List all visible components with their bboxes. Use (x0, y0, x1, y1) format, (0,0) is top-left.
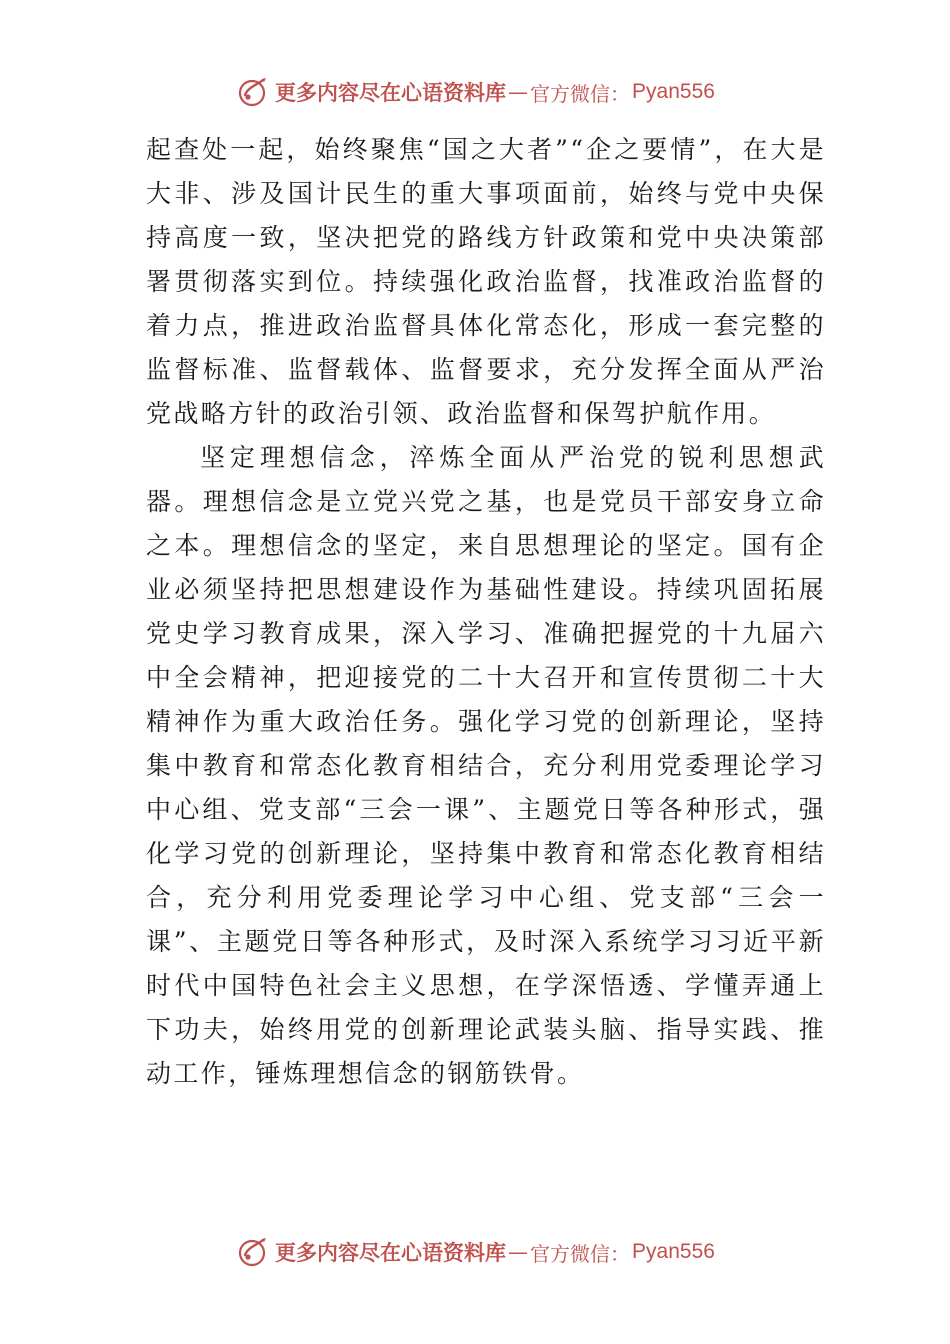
site-name: 更多内容尽在心语资料库 (275, 1240, 507, 1265)
logo-icon (235, 1235, 269, 1269)
logo-icon (235, 75, 269, 109)
header-banner (0, 72, 950, 112)
separator: — (508, 1240, 529, 1264)
footer-banner (0, 1232, 950, 1272)
wechat-account: Pyan556 (632, 80, 715, 103)
separator: — (508, 80, 529, 104)
site-name: 更多内容尽在心语资料库 (275, 80, 507, 105)
wechat-account: Pyan556 (632, 1240, 715, 1263)
paragraph-1: 起查处一起，始终聚焦“国之大者”“企之要情”，在大是大非、涉及国计民生的重大事项面前，始终与党中央保持高度一致，坚决把党的路线方针政策和党中央决策部署贯彻落实到位。持续强化政治监督，找准政治监督的着力点，推进政治监督具体化常态化，形成一套完整的监督标准、监督载体、监督要求，充分发挥全面从严治党战略方针的政治引领、政治监督和保驾护航作用。 (146, 135, 826, 428)
wechat-label: 官方微信： (530, 81, 631, 106)
document-body (146, 128, 826, 1096)
paragraph-2: 坚定理想信念，淬炼全面从严治党的锐利思想武器。理想信念是立党兴党之基，也是党员干部安身立命之本。理想信念的坚定，来自思想理论的坚定。国有企业必须坚持把思想建设作为基础性建设。持续巩固拓展党史学习教育成果，深入学习、准确把握党的十九届六中全会精神，把迎接党的二十大召开和宣传贯彻二十大精神作为重大政治任务。强化学习党的创新理论，坚持集中教育和常态化教育相结合，充分利用党委理论学习中心组、党支部“三会一课”、主题党日等各种形式，强化学习党的创新理论，坚持集中教育和常态化教育相结合，充分利用党委理论学习中心组、党支部“三会一课”、主题党日等各种形式，及时深入系统学习习近平新时代中国特色社会主义思想，在学深悟透、学懂弄通上下功夫，始终用党的创新理论武装头脑、指导实践、推动工作，锤炼理想信念的钢筋铁骨。 (146, 443, 826, 1088)
wechat-label: 官方微信： (530, 1241, 631, 1266)
